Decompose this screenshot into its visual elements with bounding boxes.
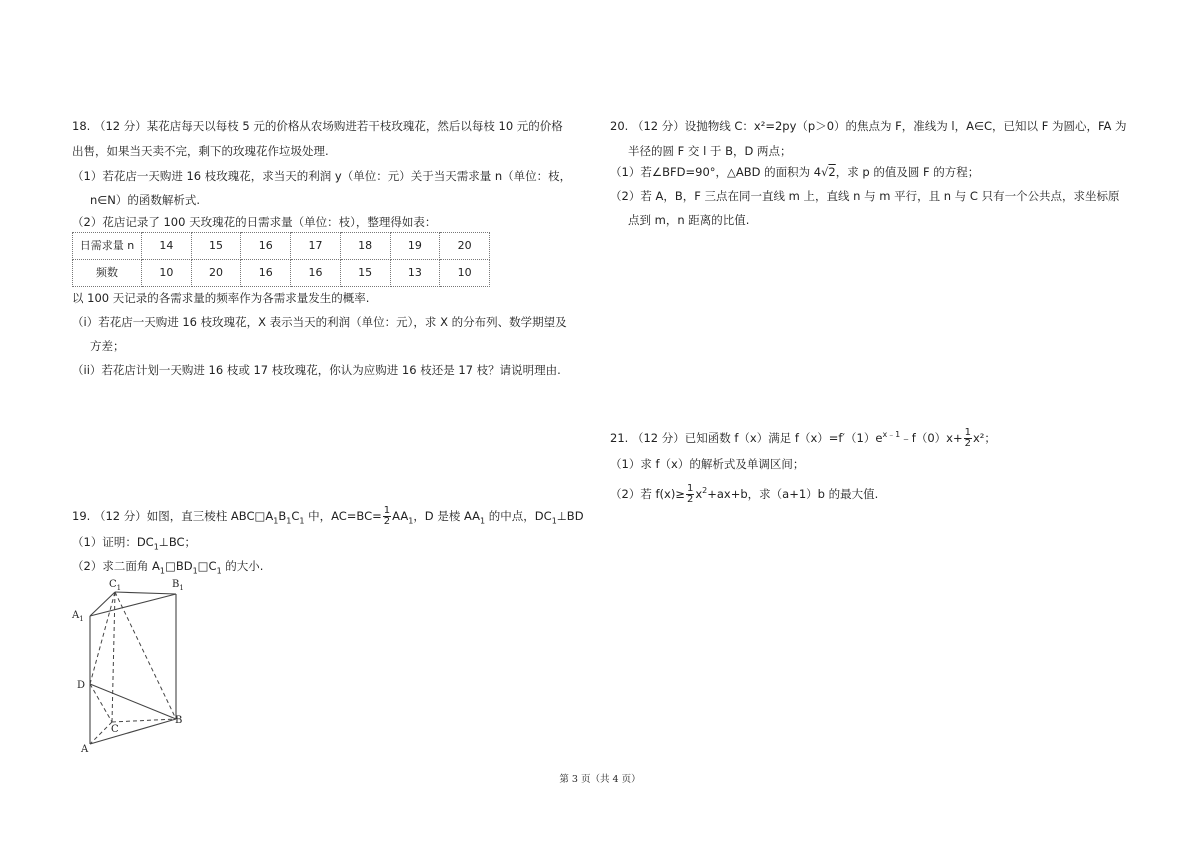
q18-part1a: （1）若花店一天购进 16 枝玫瑰花，求当天的利润 y（单位：元）关于当天需求量 n（单位：枝， <box>72 169 572 183</box>
label-C1: $C_1$ <box>109 579 122 592</box>
q18-after-table: 以 100 天记录的各需求量的频率作为各需求量发生的概率. <box>72 291 370 305</box>
label-B1: $B_1$ <box>172 579 184 592</box>
q18-sub-i-a: （i）若花店一天购进 16 枝玫瑰花，X 表示当天的利润（单位：元），求 X 的分布列、数学期望及 <box>72 315 567 329</box>
q20-line1: 20. （12 分）设抛物线 C：x²=2py（p＞0）的焦点为 F，准线为 l，A∈C，已知以 F 为圆心，FA 为 <box>610 119 1127 133</box>
table-cell: 15 <box>340 260 390 287</box>
table-row <box>73 260 490 287</box>
fraction-half: $\frac{1}{2}$ <box>383 505 391 527</box>
q21-line1: 21. （12 分）已知函数 f（x）满足 $f(x)=f'(1)e^{x﹣1}﹣f(0)x+$ $\frac{1}{2}$ x²； <box>610 427 996 449</box>
q19-part1: （1）证明：$DC_1\perp BC$； <box>72 535 197 552</box>
table-row-header: 频数 <box>73 260 142 287</box>
label-D: D <box>77 680 86 691</box>
table-cell: 17 <box>291 233 341 260</box>
table-cell: 16 <box>241 233 291 260</box>
table-cell: 16 <box>291 260 341 287</box>
q21-part2: （2）若 f(x)≥ $\frac{1}{2}$ $x^2+ax+b$，求（a+1）b 的最大值. <box>610 483 879 505</box>
table-row <box>73 233 490 260</box>
q18-sub-ii: （ii）若花店计划一天购进 16 枝或 17 枝玫瑰花，你认为应购进 16 枝还是 17 枝？请说明理由. <box>72 363 561 377</box>
table-cell: 13 <box>390 260 440 287</box>
q20-line2: 半径的圆 F 交 l 于 B，D 两点； <box>628 144 792 158</box>
q18-part1b: n∈N）的函数解析式. <box>90 193 201 207</box>
sqrt-symbol: √ <box>821 165 829 179</box>
table-cell: 15 <box>191 233 241 260</box>
table-cell: 14 <box>142 233 192 260</box>
table-cell: 20 <box>440 233 490 260</box>
page-footer: 第 3 页（共 4 页） <box>559 774 641 785</box>
q18-part2: （2）花店记录了 100 天玫瑰花的日需求量（单位：枝），整理得如表： <box>72 215 437 229</box>
q20-part2a: （2）若 A，B，F 三点在同一直线 m 上，直线 n 与 m 平行，且 n 与 C 只有一个公共点，求坐标原 <box>610 189 1120 203</box>
q20-part1: （1）若∠BFD=90°，△ABD 的面积为 4√2，求 p 的值及圆 F 的方程； <box>610 165 980 179</box>
q19-line1: 19. （12 分）如图，直三棱柱 $ABC□A_1B_1C_1$ 中，AC=BC= $\frac{1}{2}$ $AA_1$，D 是棱 $AA_1$ 的中点，$DC_1\perp BD$ <box>72 505 584 527</box>
q18-line1: 18. （12 分）某花店每天以每枝 5 元的价格从农场购进若干枝玫瑰花，然后以每枝 10 元的价格 <box>72 119 563 133</box>
label-B: B <box>175 715 183 726</box>
fraction-half: $\frac{1}{2}$ <box>686 483 694 505</box>
table-cell: 19 <box>390 233 440 260</box>
label-C: C <box>111 724 119 735</box>
label-A: A <box>81 744 89 755</box>
fraction-half: $\frac{1}{2}$ <box>964 427 971 449</box>
table-row-header: 日需求量 n <box>73 233 142 260</box>
q20-part2b: 点到 m，n 距离的比值. <box>628 213 750 227</box>
demand-frequency-table <box>72 232 490 287</box>
table-cell: 10 <box>440 260 490 287</box>
q18-sub-i-b: 方差； <box>90 339 125 353</box>
table-cell: 16 <box>241 260 291 287</box>
q21-part1: （1）求 f（x）的解析式及单调区间； <box>610 457 805 471</box>
table-cell: 18 <box>340 233 390 260</box>
table-cell: 10 <box>142 260 192 287</box>
prism-figure <box>70 576 200 758</box>
table-cell: 20 <box>191 260 241 287</box>
q18-line2: 出售，如果当天卖不完，剩下的玫瑰花作垃圾处理. <box>72 144 329 158</box>
label-A1: $A_1$ <box>72 610 84 623</box>
q19-part2: （2）求二面角 $A_1□BD_1□C_1$ 的大小. <box>72 559 264 576</box>
